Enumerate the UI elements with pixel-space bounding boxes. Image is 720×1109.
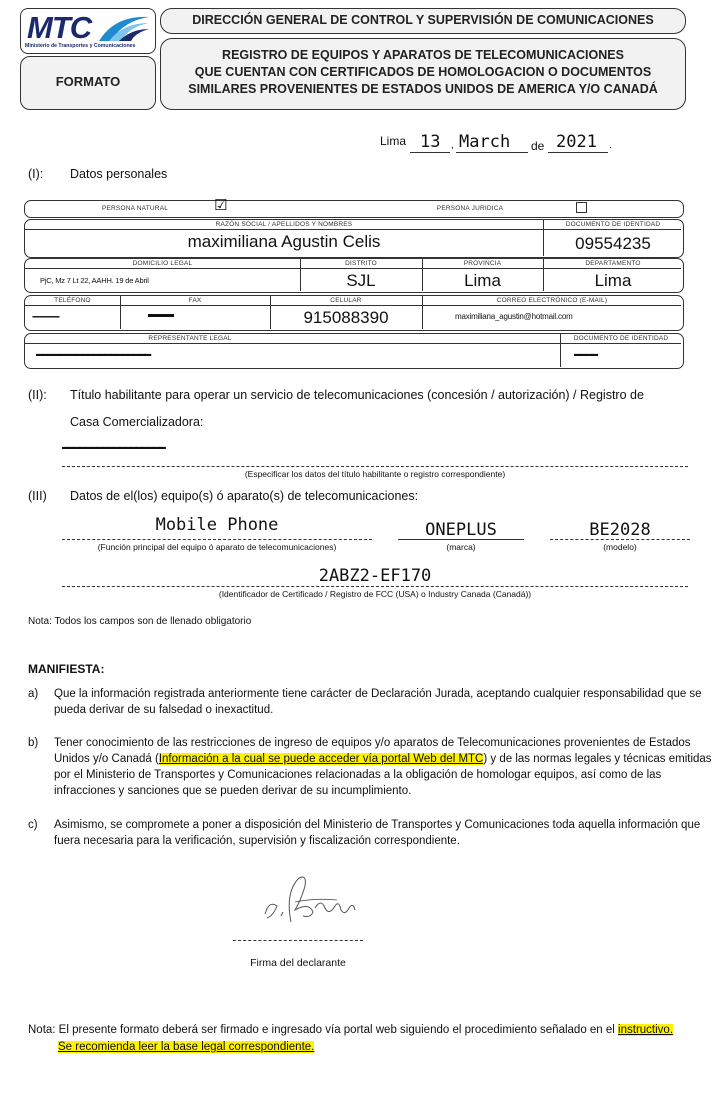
manifiesta-a-text: Que la información registrada anteriormente tiene carácter de Declaración Jurada, aceptando cualquier responsabilidad que se pueda derivar de su falsedad o inexactitud.	[54, 688, 702, 716]
section3-title: Datos de el(los) equipo(s) ó aparato(s) de telecomunicaciones:	[70, 489, 419, 503]
distrito-value[interactable]: SJL	[346, 271, 376, 290]
manifiesta-a-label: a)	[28, 688, 39, 700]
departamento-label: DEPARTAMENTO	[585, 260, 641, 267]
manifiesta-c-text: Asimismo, se compromete a poner a disposición del Ministerio de Transportes y Comunicaciones toda aquella información que fuera necesaria para la verificación, supervisión y fiscalización correspondiente.	[54, 819, 701, 847]
domicilio-value[interactable]: PjC, Mz 7 Lt 22, AAHH. 19 de Abril	[40, 276, 149, 285]
celular-label: CELULAR	[330, 297, 362, 304]
section2-value[interactable]: ▬▬▬▬▬▬▬▬▬▬▬▬▬▬▬▬▬▬	[62, 444, 165, 451]
section2-number: (II):	[28, 388, 47, 402]
instructivo-link[interactable]: instructivo.	[618, 1024, 674, 1036]
modelo-value[interactable]: BE2028	[589, 520, 651, 540]
title-box	[160, 8, 686, 34]
distrito-label: DISTRITO	[345, 260, 377, 267]
provincia-value[interactable]: Lima	[464, 271, 501, 290]
date-month[interactable]: March	[459, 132, 511, 152]
cert-caption: (Identificador de Certificado / Registro de FCC (USA) o Industry Canada (Canadá))	[218, 589, 532, 599]
header-title: DIRECCIÓN GENERAL DE CONTROL Y SUPERVISIÓN DE COMUNICACIONES	[192, 13, 654, 27]
logo-wave-icon	[95, 13, 151, 43]
fax-value[interactable]: ▬▬▬	[148, 309, 172, 320]
date-line	[380, 134, 406, 148]
rep-value[interactable]: ▬▬▬▬▬▬▬▬▬▬▬▬▬▬▬▬▬▬▬▬	[36, 351, 151, 358]
header-subtitle-1: REGISTRO DE EQUIPOS Y APARATOS DE TELECOMUNICACIONES	[222, 48, 624, 62]
logo-box	[20, 8, 156, 54]
nota-final	[28, 1022, 718, 1038]
manifiesta-c-label: c)	[28, 819, 38, 831]
telefono-value[interactable]: ---------	[32, 309, 59, 323]
persona-natural-checkbox[interactable]: ☑	[214, 197, 228, 214]
doc-value[interactable]: 09554235	[575, 234, 651, 253]
section2-text-1: Título habilitante para operar un servicio de telecomunicaciones (concesión / autorización) / Registro de	[70, 388, 644, 402]
rep-doc-label: DOCUMENTO DE IDENTIDAD	[573, 335, 669, 342]
funcion-value[interactable]: Mobile Phone	[155, 515, 279, 535]
modelo-caption: (modelo)	[603, 542, 637, 552]
mtc-portal-link[interactable]: Información a la cual se puede acceder vía portal Web del MTC	[158, 753, 484, 765]
persona-juridica-label: PERSONA JURIDICA	[436, 205, 504, 212]
departamento-value[interactable]: Lima	[594, 271, 632, 290]
manifiesta-b-label: b)	[28, 737, 39, 749]
signature-image	[255, 872, 365, 932]
header-subtitle-2: QUE CUENTAN CON CERTIFICADOS DE HOMOLOGACION O DOCUMENTOS	[194, 65, 652, 79]
fax-label: FAX	[188, 297, 202, 304]
date-year[interactable]: 2021	[556, 132, 597, 152]
rep-doc-value[interactable]: ▬▬▬▬	[574, 351, 597, 358]
section1-title: Datos personales	[70, 167, 168, 181]
manifiesta-title: MANIFIESTA:	[28, 662, 105, 676]
provincia-label: PROVINCIA	[463, 260, 502, 267]
persona-juridica-checkbox[interactable]	[576, 202, 587, 213]
section2-text-2: Casa Comercializadora:	[70, 415, 204, 429]
date-comma: ,	[451, 140, 454, 151]
representante-label: REPRESENTANTE LEGAL	[148, 335, 232, 342]
section3-number: (III)	[28, 489, 47, 503]
base-legal-line	[58, 1039, 314, 1055]
doc-label: DOCUMENTO DE IDENTIDAD	[565, 221, 661, 228]
firma-label: Firma del declarante	[250, 957, 346, 969]
logo-text: MTC	[27, 10, 92, 45]
marca-value[interactable]: ONEPLUS	[425, 520, 497, 540]
formato-box	[20, 56, 156, 110]
date-period: .	[609, 140, 612, 151]
nota-final-text: Nota: El presente formato deberá ser firmado e ingresado vía portal web siguiendo el procedimiento señalado en el	[28, 1024, 619, 1036]
celular-value[interactable]: 915088390	[303, 308, 389, 327]
header-subtitle-3: SIMILARES PROVENIENTES DE ESTADOS UNIDOS DE AMERICA Y/O CANADÁ	[188, 82, 658, 96]
correo-value[interactable]: maximiliana_agustin@hotmail.com	[455, 312, 573, 321]
manifiesta-b-text-2: ) y de las normas legales y técnicas emitidas por el Ministerio de Transportes y Comunicaciones relacionadas a la obligación de homologar equipos, así como de las infracciones y sanciones que se pueden derivar de su incumplimiento.	[54, 753, 712, 797]
date-de: de	[531, 139, 545, 153]
persona-natural-label: PERSONA NATURAL	[101, 205, 169, 212]
logo-subtitle: Ministerio de Transportes y Comunicaciones	[25, 43, 136, 49]
date-city: Lima	[380, 134, 407, 148]
date-day[interactable]: 13	[420, 132, 441, 152]
domicilio-label: DOMICILIO LEGAL	[132, 260, 193, 267]
cert-value[interactable]: 2ABZ2-EF170	[318, 566, 432, 586]
funcion-caption: (Función principal del equipo ó aparato de telecomunicaciones)	[97, 542, 337, 552]
razon-value[interactable]: maximiliana Agustin Celis	[187, 232, 381, 251]
section2-caption: (Especificar los datos del título habilitante o registro correspondiente)	[244, 469, 506, 479]
base-legal-link[interactable]: Se recomienda leer la base legal correspondiente.	[58, 1041, 315, 1053]
nota-obligatorio: Nota: Todos los campos son de llenado obligatorio	[28, 616, 252, 627]
telefono-label: TELÉFONO	[54, 297, 91, 304]
section1-number: (I):	[28, 167, 44, 181]
marca-caption: (marca)	[446, 542, 476, 552]
razon-label: RAZÓN SOCIAL / APELLIDOS Y NOMBRES	[215, 221, 353, 228]
formato-label: FORMATO	[55, 74, 121, 89]
manifiesta-b-paragraph	[54, 735, 712, 799]
subtitle-box	[160, 38, 686, 110]
correo-label: CORREO ELECTRÓNICO (E-MAIL)	[496, 297, 608, 304]
manifiesta-b-text-1: Tener conocimiento de las restricciones de ingreso de equipos y/o aparatos de Telecomunicaciones provenientes de Estados Unidos y/o Canadá (	[54, 737, 691, 765]
